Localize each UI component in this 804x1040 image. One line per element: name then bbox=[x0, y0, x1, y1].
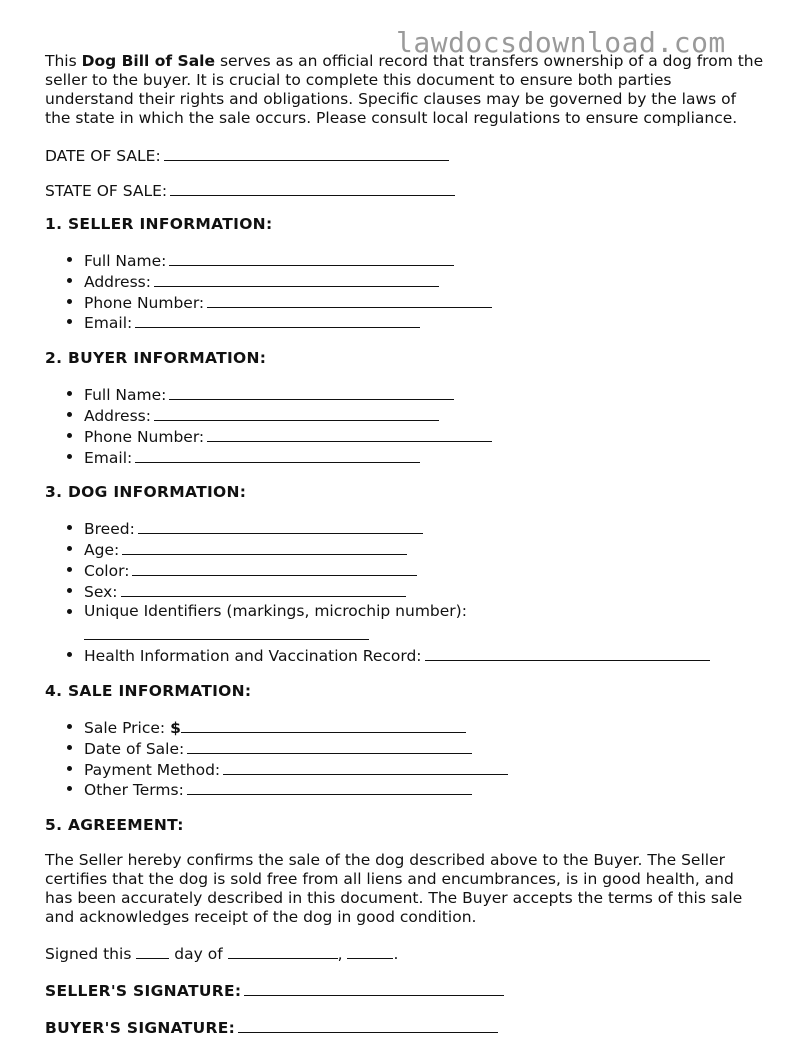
intro-paragraph: This Dog Bill of Sale serves as an official record that transfers ownership of a dog from the seller to the buyer. It is crucial to complete this document to ensure both parties understand their rights and obligations. Specific clauses may be governed by the laws of the state in which the sale occurs. Please consult local regulations to ensure compliance. bbox=[45, 52, 764, 127]
list-item: Address: bbox=[84, 405, 765, 426]
other-terms-blank[interactable] bbox=[187, 779, 472, 795]
list-item: Full Name: bbox=[84, 250, 765, 271]
dog-breed-blank[interactable] bbox=[138, 518, 423, 534]
dog-identifiers-blank[interactable] bbox=[84, 624, 369, 640]
state-of-sale-field: STATE OF SALE: bbox=[45, 180, 765, 199]
list-item: Color: bbox=[84, 560, 765, 581]
document-body bbox=[45, 52, 765, 1038]
dog-color-blank[interactable] bbox=[132, 560, 417, 576]
seller-phone-blank[interactable] bbox=[207, 292, 492, 308]
signed-month-blank[interactable] bbox=[228, 943, 338, 959]
list-item: Breed: bbox=[84, 518, 765, 539]
seller-signature-line: SELLER'S SIGNATURE: bbox=[45, 980, 765, 1001]
list-item: Full Name: bbox=[84, 384, 765, 405]
list-item: Phone Number: bbox=[84, 426, 765, 447]
agreement-section-heading: 5. AGREEMENT: bbox=[45, 816, 184, 835]
buyer-signature-line: BUYER'S SIGNATURE: bbox=[45, 1017, 765, 1038]
signed-day-blank[interactable] bbox=[136, 943, 169, 959]
list-item: Phone Number: bbox=[84, 292, 765, 313]
list-item: Address: bbox=[84, 271, 765, 292]
signed-year-blank[interactable] bbox=[347, 943, 393, 959]
dog-health-blank[interactable] bbox=[425, 645, 710, 661]
buyer-section-heading: 2. BUYER INFORMATION: bbox=[45, 349, 267, 368]
seller-section-heading: 1. SELLER INFORMATION: bbox=[45, 215, 273, 233]
date-of-sale-blank[interactable] bbox=[164, 145, 449, 161]
watermark: lawdocsdownload.com bbox=[396, 26, 726, 59]
list-item: Date of Sale: bbox=[84, 738, 765, 759]
buyer-email-blank[interactable] bbox=[135, 447, 420, 463]
list-item: Age: bbox=[84, 539, 765, 560]
list-item: Email: bbox=[84, 447, 765, 468]
list-item: Payment Method: bbox=[84, 759, 765, 780]
buyer-name-blank[interactable] bbox=[169, 384, 454, 400]
list-item: Other Terms: bbox=[84, 779, 765, 800]
sale-price-blank[interactable] bbox=[181, 717, 466, 733]
date-of-sale-field: DATE OF SALE: bbox=[45, 145, 765, 164]
seller-email-blank[interactable] bbox=[135, 312, 420, 328]
payment-method-blank[interactable] bbox=[223, 759, 508, 775]
sale-field-list bbox=[45, 717, 765, 800]
document-title: Dog Bill of Sale bbox=[81, 52, 216, 70]
list-item: Sex: bbox=[84, 581, 765, 602]
buyer-signature-blank[interactable] bbox=[238, 1017, 498, 1033]
dog-age-blank[interactable] bbox=[122, 539, 407, 555]
seller-signature-blank[interactable] bbox=[244, 980, 504, 996]
seller-field-list bbox=[45, 250, 765, 333]
agreement-text: The Seller hereby confirms the sale of the dog described above to the Buyer. The Seller certifies that the dog is sold free from all liens and encumbrances, is in good health, and has been accurately described in this document. The Buyer accepts the terms of this sale and acknowledges receipt of the dog in good condition. bbox=[45, 851, 743, 927]
seller-name-blank[interactable] bbox=[169, 250, 454, 266]
dog-sex-blank[interactable] bbox=[121, 581, 406, 597]
buyer-field-list bbox=[45, 384, 765, 467]
dog-field-list bbox=[45, 518, 765, 666]
state-of-sale-blank[interactable] bbox=[170, 180, 455, 196]
buyer-phone-blank[interactable] bbox=[207, 426, 492, 442]
list-item: Health Information and Vaccination Record: bbox=[84, 645, 765, 666]
signed-date-line: Signed this day of , . bbox=[45, 945, 399, 964]
sale-date-blank[interactable] bbox=[187, 738, 472, 754]
sale-section-heading: 4. SALE INFORMATION: bbox=[45, 681, 252, 700]
buyer-address-blank[interactable] bbox=[154, 405, 439, 421]
dog-section-heading: 3. DOG INFORMATION: bbox=[45, 483, 247, 502]
list-item: Sale Price: $ bbox=[84, 717, 765, 738]
list-item: Email: bbox=[84, 312, 765, 333]
seller-address-blank[interactable] bbox=[154, 271, 439, 287]
currency-symbol: $ bbox=[170, 718, 181, 737]
list-item: Unique Identifiers (markings, microchip number): bbox=[84, 602, 765, 646]
